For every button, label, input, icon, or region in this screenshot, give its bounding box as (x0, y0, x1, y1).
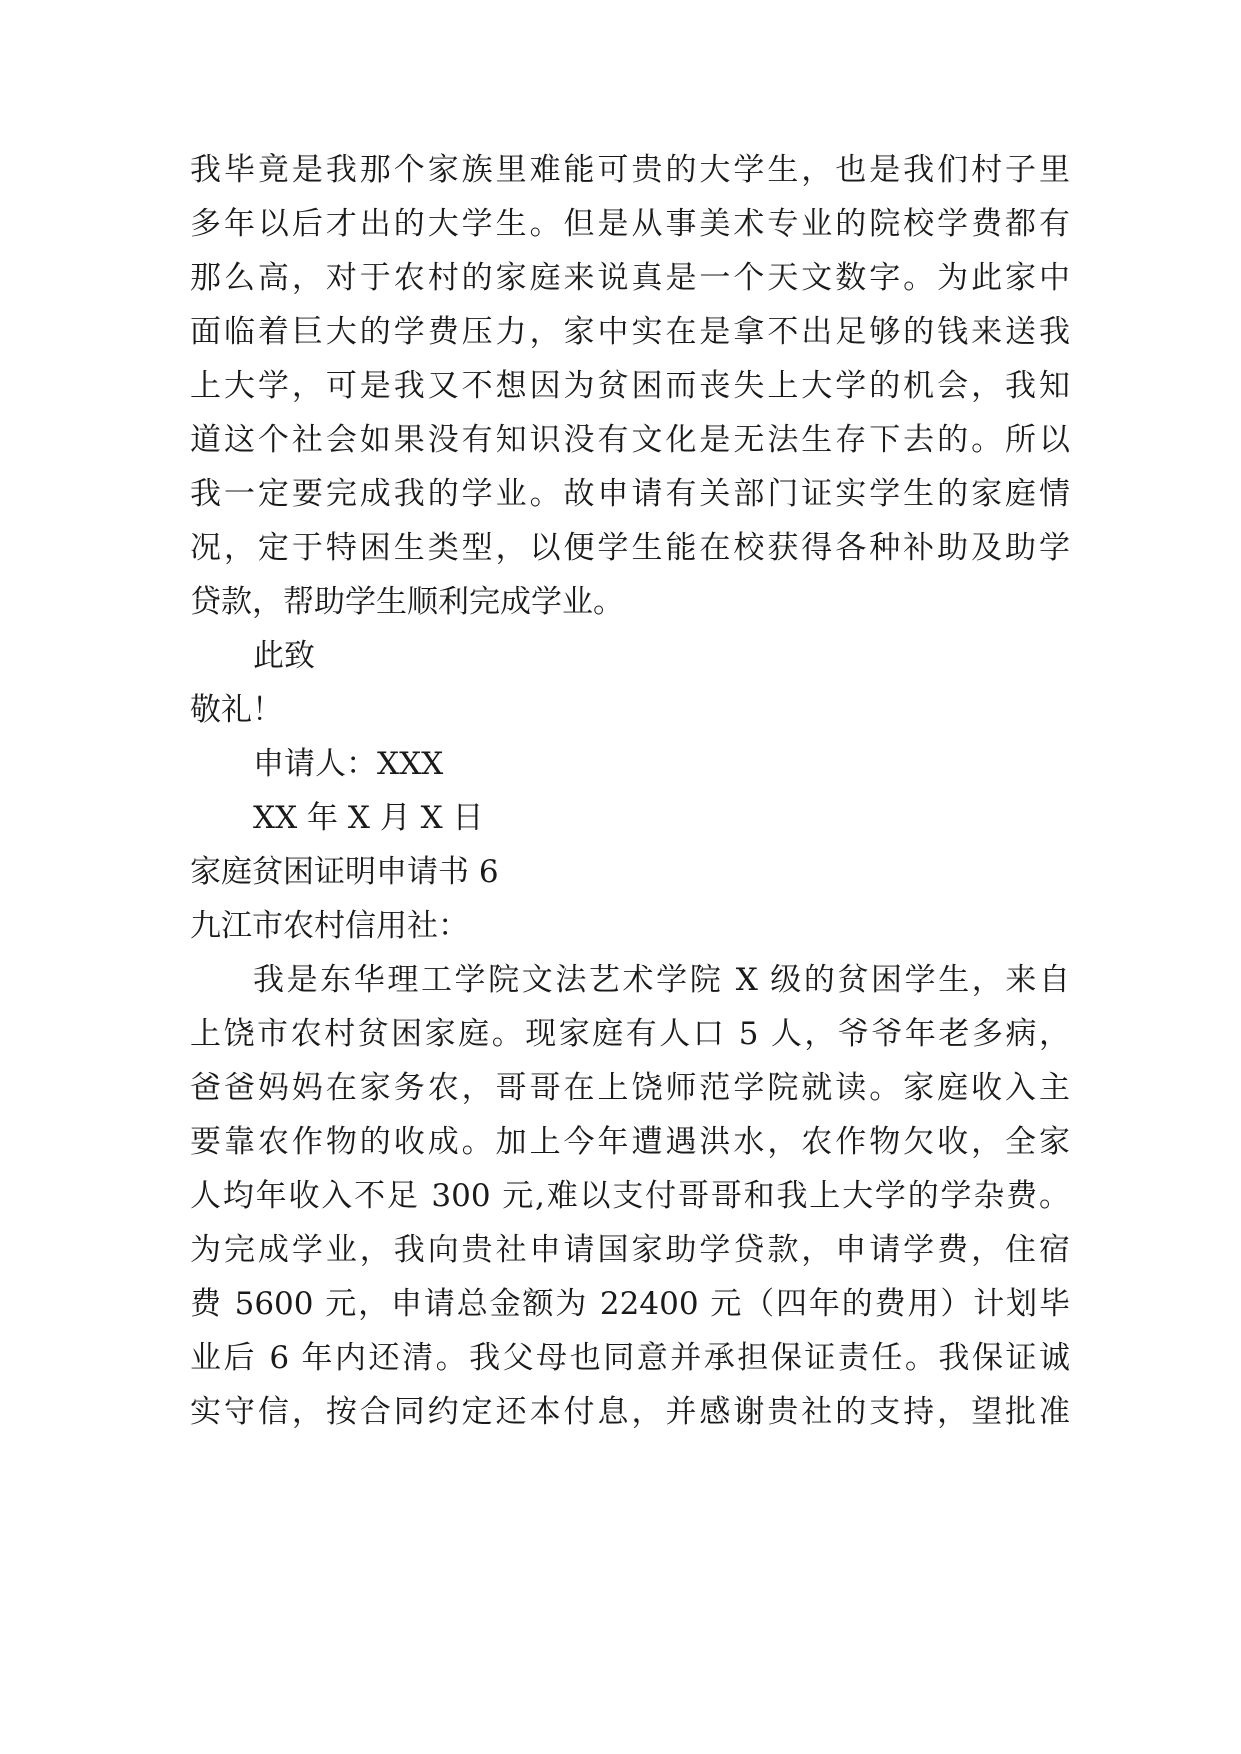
closing-text: 此致 (253, 638, 315, 674)
paragraph-line: 那么高，对于农村的家庭来说真是一个天文数字。为此家中 (190, 260, 1070, 296)
paragraph-line: 况，定于特困生类型，以便学生能在校获得各种补助及助学 (190, 530, 1070, 566)
applicant-signature: 申请人：XXX (253, 746, 444, 782)
paragraph-line: 面临着巨大的学费压力，家中实在是拿不出足够的钱来送我 (190, 314, 1070, 350)
paragraph-line: 我是东华理工学院文法艺术学院 X 级的贫困学生，来自 (253, 962, 1070, 998)
paragraph-line: 道这个社会如果没有知识没有文化是无法生存下去的。所以 (190, 422, 1070, 458)
paragraph-line: 贷款，帮助学生顺利完成学业。 (190, 584, 624, 620)
paragraph-line: 费 5600 元，申请总金额为 22400 元（四年的费用）计划毕 (190, 1286, 1070, 1322)
paragraph-line: 业后 6 年内还清。我父母也同意并承担保证责任。我保证诚 (190, 1340, 1070, 1376)
paragraph-line: 我毕竟是我那个家族里难能可贵的大学生，也是我们村子里 (190, 152, 1070, 188)
paragraph-line: 我一定要完成我的学业。故申请有关部门证实学生的家庭情 (190, 476, 1070, 512)
date-line: XX 年 X 月 X 日 (253, 800, 484, 836)
paragraph-line: 实守信，按合同约定还本付息，并感谢贵社的支持，望批准 (190, 1394, 1070, 1430)
paragraph-line: 爸爸妈妈在家务农，哥哥在上饶师范学院就读。家庭收入主 (190, 1070, 1070, 1106)
paragraph-line: 为完成学业，我向贵社申请国家助学贷款，申请学费，住宿 (190, 1232, 1070, 1268)
paragraph-line: 人均年收入不足 300 元,难以支付哥哥和我上大学的学杂费。 (190, 1178, 1070, 1214)
addressee-line: 九江市农村信用社： (190, 908, 469, 944)
document-heading: 家庭贫困证明申请书 6 (190, 854, 499, 890)
paragraph-line: 要靠农作物的收成。加上今年遭遇洪水，农作物欠收，全家 (190, 1124, 1070, 1160)
paragraph-line: 多年以后才出的大学生。但是从事美术专业的院校学费都有 (190, 206, 1070, 242)
paragraph-line: 上大学，可是我又不想因为贫困而丧失上大学的机会，我知 (190, 368, 1070, 404)
salutation-text: 敬礼！ (190, 692, 283, 728)
paragraph-line: 上饶市农村贫困家庭。现家庭有人口 5 人，爷爷年老多病， (190, 1016, 1070, 1052)
